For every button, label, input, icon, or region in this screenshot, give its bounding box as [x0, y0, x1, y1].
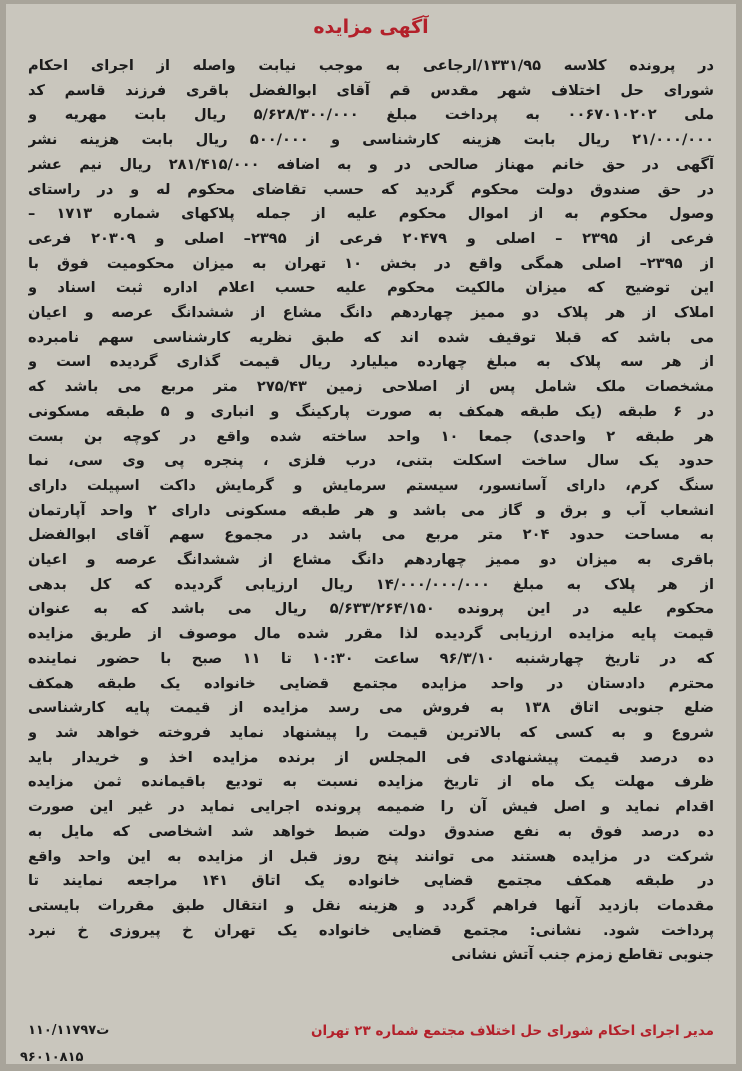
notice-line: باقری به میزان دو ممیز چهاردهم دانگ مشاع از ششدانگ عرصه و اعیان: [28, 551, 714, 569]
notice-line: به مساحت حدود ۲۰۴ متر مربع می باشد در مجموع سهم آقای ابوالفضل: [28, 526, 714, 544]
notice-line: این توضیح که میزان مالکیت محکوم علیه حسب اعلام اداره ثبت اسناد و: [28, 279, 714, 297]
notice-line: پرداخت شود. نشانی: مجتمع قضایی خانواده یک تهران خ پیروزی خ نبرد: [28, 921, 714, 939]
notice-line: ظرف مهلت یک ماه از تاریخ مزایده نسبت به تودیع باقیمانده ثمن مزایده: [28, 773, 714, 791]
notice-line: در حق صندوق دولت محکوم گردید که حسب تقاضای محکوم له و در راستای: [28, 180, 714, 198]
notice-line: شرکت در مزایده هستند می توانند پنج روز قبل از مزایده به این واحد واقع: [28, 847, 714, 865]
newspaper-clipping: [6, 4, 736, 1064]
notice-line: سنگ کرم، دارای آسانسور، سیستم سرمایش و گرمایش داکت اسپیلت دارای: [28, 476, 714, 494]
notice-title: آگهی مزایده: [313, 16, 429, 38]
notice-line: از هر سه پلاک به مبلغ چهارده میلیارد ریال قیمت گذاری گردیده است و: [28, 353, 714, 371]
notice-line: ۲۱/۰۰۰/۰۰۰ ریال بابت هزینه کارشناسی و ۵۰۰/۰۰۰ ریال بابت هزینه نشر: [28, 131, 714, 149]
notice-line: هر طبقه ۲ واحدی) جمعا ۱۰ واحد ساخته شده واقع در کوچه بن بست: [28, 427, 714, 445]
notice-line: وصول محکوم به از اموال محکوم علیه از جمله پلاکهای شماره ۱۷۱۳ –: [28, 205, 714, 223]
notice-line: شروع و به کسی که بالاترین قیمت را پیشنهاد نماید فروخته خواهد شد و: [28, 723, 714, 741]
notice-line: حدود یک سال ساخت اسکلت بتنی، درب فلزی ، پنجره پی وی سی، نما: [28, 452, 714, 470]
reference-number: ۱۱۰/۱۱۷۹۷ت: [28, 1023, 110, 1038]
notice-line: محکوم علیه در این پرونده ۵/۶۳۳/۲۶۴/۱۵۰ ریال می باشد که به عنوان: [28, 600, 714, 618]
notice-line: آگهی در حق خانم مهناز صالحی در و به اضافه ۲۸۱/۴۱۵/۰۰۰ ریال نیم عشر: [28, 155, 714, 173]
notice-line: قیمت پایه مزایده ارزیابی گردیده لذا مقرر شده مال موصوف از طریق مزایده: [28, 625, 714, 643]
notice-line: املاک از هر پلاک دو ممیز چهاردهم دانگ مشاع از ششدانگ عرصه و اعیان: [28, 304, 714, 322]
notice-line: مشخصات ملک شامل پس از اصلاحی زمین ۲۷۵/۴۳ متر مربع می باشد که: [28, 378, 714, 396]
notice-signature: مدیر اجرای احکام شورای حل اختلاف مجتمع شماره ۲۳ تهران: [311, 1023, 714, 1039]
notice-line: فرعی از ۲۳۹۵ – اصلی و ۲۰۴۷۹ فرعی از ۲۳۹۵– اصلی و ۲۰۳۰۹ فرعی: [28, 229, 714, 247]
notice-line: اقدام نماید و اصل فیش آن را ضمیمه پرونده اجرایی نماید در غیر این صورت: [28, 798, 714, 816]
notice-line: در طبقه همکف مجتمع قضایی خانواده یک اتاق ۱۴۱ مراجعه نمایند تا: [28, 872, 714, 890]
notice-line: در ۶ طبقه (یک طبقه همکف به صورت پارکینگ و انباری و ۵ طبقه مسکونی: [28, 402, 714, 420]
notice-line: از ۲۳۹۵– اصلی همگی واقع در بخش ۱۰ تهران به میزان محکومیت فوق با: [28, 254, 714, 272]
notice-line: شورای حل اختلاف شهر مقدس قم آقای ابوالفضل باقری فرزند قاسم کد: [28, 81, 714, 99]
notice-line: انشعاب آب و برق و گاز می باشد و هر طبقه مسکونی دارای ۲ واحد آپارتمان: [28, 501, 714, 519]
notice-line: ده درصد قیمت پیشنهادی فی المجلس از برنده مزایده اخذ و خریدار باید: [28, 748, 714, 766]
notice-line: محترم دادستان در واحد مزایده مجتمع قضایی خانواده یک طبقه همکف: [28, 674, 714, 692]
notice-line: ملی ۰۰۶۷۰۱۰۲۰۲ به پرداخت مبلغ ۵/۶۲۸/۳۰۰/۰۰۰ ریال بابت مهریه و: [28, 106, 714, 124]
notice-line: مقدمات بازدید آنها فراهم گردد و هزینه نقل و انتقال طبق مقررات بایستی: [28, 896, 714, 914]
notice-line: ضلع جنوبی اتاق ۱۳۸ به فروش می رسد مزایده از قیمت پایه کارشناسی: [28, 699, 714, 717]
notice-line: ده درصد فوق به نفع صندوق دولت ضبط خواهد شد اشخاصی که مایل به: [28, 822, 714, 840]
notice-line: جنوبی تقاطع زمزم جنب آتش نشانی: [451, 946, 714, 964]
notice-line: از هر پلاک به مبلغ ۱۴/۰۰۰/۰۰۰/۰۰۰ ریال ارزیابی گردیده که کل بدهی: [28, 575, 714, 593]
notice-body: [28, 54, 714, 968]
notice-line: می باشد که قبلا توقیف شده اند که طبق نظریه کارشناسی سهم نامبرده: [28, 328, 714, 346]
notice-line: در پرونده کلاسه ۱۳۳۱/۹۵/ارجاعی به موجب نیابت واصله از اجرای احکام: [28, 57, 714, 74]
notice-line: که در تاریخ چهارشنبه ۹۶/۳/۱۰ ساعت ۱۰:۳۰ تا ۱۱ صبح با حضور نماینده: [28, 649, 714, 667]
notice-code: ۹۶۰۱۰۸۱۵: [20, 1050, 84, 1064]
